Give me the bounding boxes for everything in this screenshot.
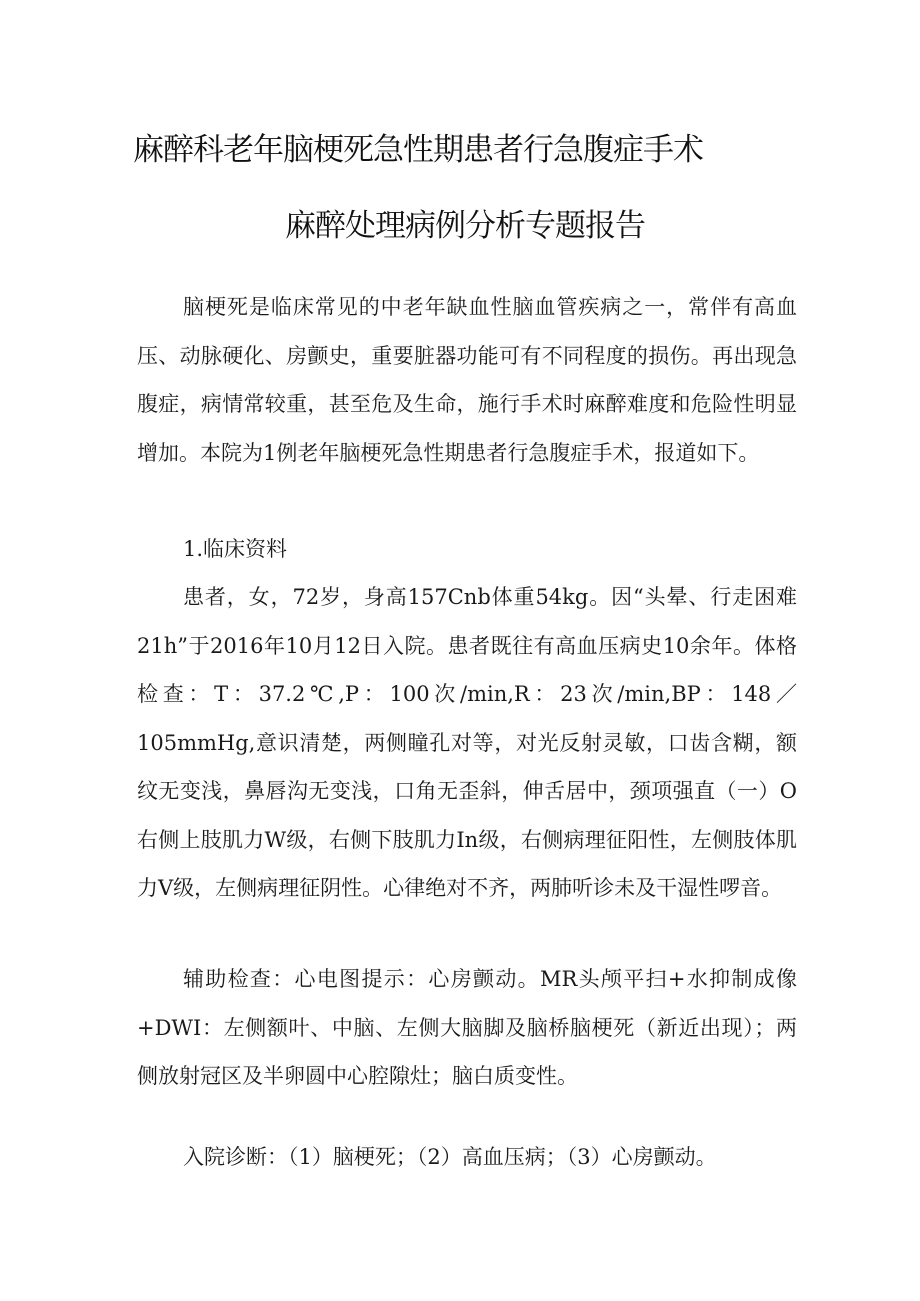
case-history-paragraph: 患者，女，72岁，身高157Cnb体重54kg。因“头晕、行走困难21h”于2016年10月12日入院。患者既往有高血压病史10余年。体格检查：T：37.2℃,P：100次/min,R：23次/min,BP：148／105mmHg,意识清楚，两侧瞳孔对等，对光反射灵敏，口齿含糊，额纹无变浅，鼻唇沟无变浅，口角无歪斜，伸舌居中，颈项强直（一）O右侧上肢肌力W级，右侧下肢肌力In级，右侧病理征阳性，左侧肢体肌力V级，左侧病理征阴性。心律绝对不齐，两肺听诊未及干湿性啰音。 [137,585,797,900]
title-line-2: 麻醉处理病例分析专题报告 [285,208,645,244]
auxiliary-exam-paragraph: 辅助检查：心电图提示：心房颤动。MR头颅平扫+水抑制成像+DWI：左侧额叶、中脑、左侧大脑脚及脑桥脑梗死（新近出现）；两侧放射冠区及半卵圆中心腔隙灶；脑白质变性。 [137,967,797,1088]
title-line-1: 麻醉科老年脑梗死急性期患者行急腹症手术 [133,132,703,168]
section-heading: 1.临床资料 [183,537,288,561]
intro-paragraph: 脑梗死是临床常见的中老年缺血性脑血管疾病之一，常伴有高血压、动脉硬化、房颤史，重要脏器功能可有不同程度的损伤。再出现急腹症，病情常较重，甚至危及生命，施行手术时麻醉难度和危险性明显增加。本院为1例老年脑梗死急性期患者行急腹症手术，报道如下。 [137,295,797,465]
admission-diagnosis-paragraph: 入院诊断：（1）脑梗死；（2）高血压病；（3）心房颤动。 [183,1145,717,1169]
